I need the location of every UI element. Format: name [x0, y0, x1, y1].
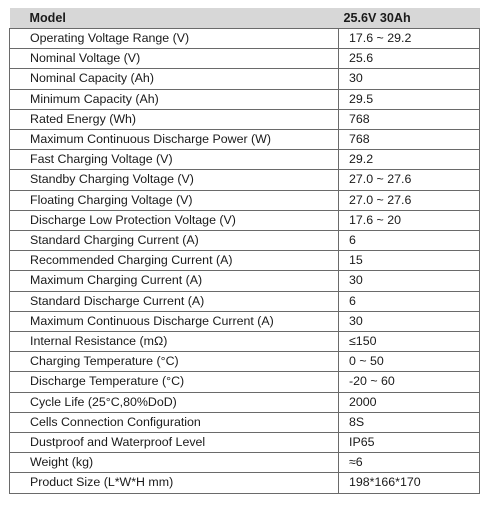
param-name: Standard Discharge Current (A) [10, 291, 339, 311]
param-value: 27.0 ~ 27.6 [339, 170, 480, 190]
spec-body [10, 29, 480, 494]
table-row [10, 251, 480, 271]
param-value: 6 [339, 291, 480, 311]
table-row [10, 271, 480, 291]
param-name: Discharge Low Protection Voltage (V) [10, 210, 339, 230]
param-name: Rated Energy (Wh) [10, 109, 339, 129]
param-name: Weight (kg) [10, 453, 339, 473]
param-name: Standard Charging Current (A) [10, 231, 339, 251]
table-row [10, 109, 480, 129]
param-name: Minimum Capacity (Ah) [10, 89, 339, 109]
table-row [10, 311, 480, 331]
param-value: 25.6 [339, 49, 480, 69]
param-name: Cells Connection Configuration [10, 412, 339, 432]
table-row [10, 332, 480, 352]
param-value: 30 [339, 69, 480, 89]
param-value: ≤150 [339, 332, 480, 352]
param-value: 198*166*170 [339, 473, 480, 493]
param-value: 768 [339, 130, 480, 150]
table-row [10, 392, 480, 412]
table-row [10, 372, 480, 392]
param-name: Discharge Temperature (°C) [10, 372, 339, 392]
table-row [10, 49, 480, 69]
table-row [10, 89, 480, 109]
param-value: IP65 [339, 433, 480, 453]
table-row [10, 150, 480, 170]
param-value: 30 [339, 311, 480, 331]
param-value: 30 [339, 271, 480, 291]
param-name: Nominal Voltage (V) [10, 49, 339, 69]
param-value: 2000 [339, 392, 480, 412]
table-row [10, 130, 480, 150]
param-value: 0 ~ 50 [339, 352, 480, 372]
param-name: Nominal Capacity (Ah) [10, 69, 339, 89]
param-name: Fast Charging Voltage (V) [10, 150, 339, 170]
param-name: Maximum Continuous Discharge Current (A) [10, 311, 339, 331]
param-value: 6 [339, 231, 480, 251]
param-name: Recommended Charging Current (A) [10, 251, 339, 271]
param-name: Standby Charging Voltage (V) [10, 170, 339, 190]
table-row [10, 170, 480, 190]
param-name: Maximum Continuous Discharge Power (W) [10, 130, 339, 150]
table-row [10, 190, 480, 210]
table-row [10, 69, 480, 89]
param-value: 17.6 ~ 20 [339, 210, 480, 230]
spec-table [9, 8, 480, 494]
param-value: -20 ~ 60 [339, 372, 480, 392]
param-value: 17.6 ~ 29.2 [339, 29, 480, 49]
header-row [10, 8, 480, 29]
table-row [10, 433, 480, 453]
param-value: 29.5 [339, 89, 480, 109]
param-name: Operating Voltage Range (V) [10, 29, 339, 49]
param-value: 768 [339, 109, 480, 129]
table-row [10, 291, 480, 311]
param-name: Maximum Charging Current (A) [10, 271, 339, 291]
table-row [10, 29, 480, 49]
param-name: Internal Resistance (mΩ) [10, 332, 339, 352]
param-value: ≈6 [339, 453, 480, 473]
table-row [10, 352, 480, 372]
param-name: Product Size (L*W*H mm) [10, 473, 339, 493]
param-name: Dustproof and Waterproof Level [10, 433, 339, 453]
model-label: Model [10, 8, 339, 29]
param-name: Floating Charging Voltage (V) [10, 190, 339, 210]
param-value: 8S [339, 412, 480, 432]
table-row [10, 210, 480, 230]
table-row [10, 231, 480, 251]
param-value: 15 [339, 251, 480, 271]
param-value: 27.0 ~ 27.6 [339, 190, 480, 210]
param-value: 29.2 [339, 150, 480, 170]
param-name: Cycle Life (25°C,80%DoD) [10, 392, 339, 412]
table-row [10, 473, 480, 493]
table-row [10, 453, 480, 473]
param-name: Charging Temperature (°C) [10, 352, 339, 372]
model-value: 25.6V 30Ah [339, 8, 480, 29]
table-row [10, 412, 480, 432]
